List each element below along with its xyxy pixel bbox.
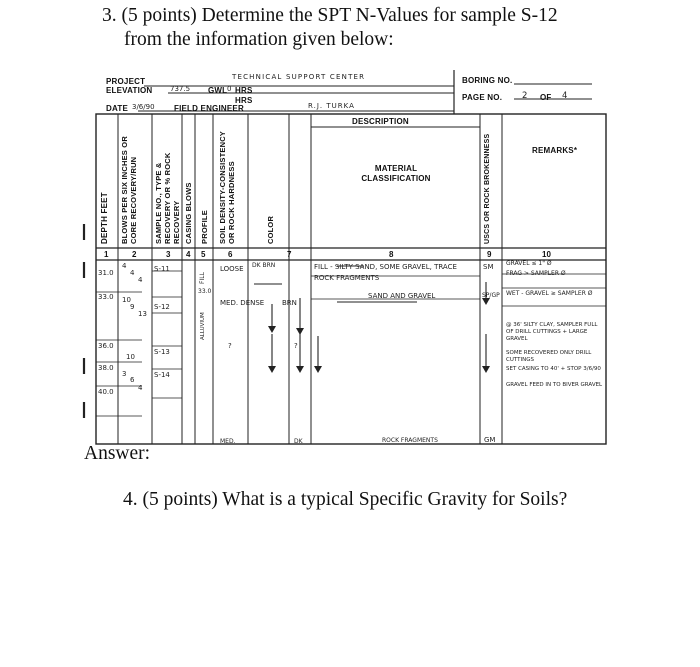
elevation-label: ELEVATION: [106, 86, 153, 95]
blow-count: 4: [138, 276, 143, 284]
density-value: MED.: [220, 438, 236, 445]
profile-note: FILL: [199, 272, 206, 284]
density-value: MED. DENSE: [220, 299, 265, 307]
profile-note: 33.0: [198, 288, 212, 295]
blow-count: 9: [130, 303, 135, 311]
hrs-label-1: HRS: [235, 86, 253, 95]
project-value: TECHNICAL SUPPORT CENTER: [232, 73, 366, 81]
column-number: 1: [104, 250, 109, 259]
depth-value: 33.0: [98, 293, 114, 301]
question-3-line-1: 3. (5 points) Determine the SPT N-Values for sample S-12: [102, 5, 558, 26]
column-color-heading: COLOR: [266, 215, 275, 244]
sample-id: S-12: [154, 303, 170, 311]
gwl-value: 0: [227, 85, 232, 93]
uscs-value: SP/GP: [482, 292, 500, 299]
remark: SOME RECOVERED ONLY DRILL CUTTINGS: [506, 350, 592, 363]
boring-no-label: BORING NO.: [462, 76, 513, 85]
blow-count: 3: [122, 370, 127, 378]
blow-count: 10: [126, 353, 135, 361]
column-number: 10: [542, 250, 551, 259]
date-label: DATE: [106, 104, 128, 113]
column-depth-heading: DEPTH FEET: [100, 192, 109, 244]
blow-count: 6: [130, 376, 135, 384]
field-engineer-value: R.J. TURKA: [308, 102, 355, 110]
field-engineer-label: FIELD ENGINEER: [174, 104, 244, 113]
material-description: FILL - SILTY SAND, SOME GRAVEL, TRACE ROCK FRAGMENTS: [314, 263, 457, 282]
column-profile-heading: PROFILE: [200, 210, 209, 244]
blow-count: 10: [122, 296, 131, 304]
sample-id: S-11: [154, 265, 170, 273]
density-value: ?: [228, 342, 232, 350]
sample-id: S-13: [154, 348, 170, 356]
remark: GRAVEL ≤ 1" Ø: [506, 260, 552, 267]
column-density-heading: SOIL DENSITY-CONSISTENCY OR ROCK HARDNESS: [218, 131, 236, 244]
of-value: 4: [562, 91, 568, 101]
column-number: 5: [201, 250, 206, 259]
blow-count: 4: [130, 269, 135, 277]
remark: GRAVEL FEED IN TO BIVER GRAVEL: [506, 382, 603, 388]
depth-value: 31.0: [98, 269, 114, 277]
depth-value: 38.0: [98, 364, 114, 372]
color-value: DK: [294, 438, 303, 445]
date-value: 3/6/90: [132, 103, 155, 111]
column-sample-heading: SAMPLE NO., TYPE & RECOVERY OR % ROCK RECOVERY: [154, 152, 181, 244]
page-no-label: PAGE NO.: [462, 93, 503, 102]
uscs-value: GM: [484, 436, 496, 444]
remark: WET - GRAVEL ≥ SAMPLER Ø: [506, 290, 593, 297]
profile-note: ALLUVIUM: [200, 312, 206, 340]
material-description: ROCK FRAGMENTS: [382, 437, 438, 444]
blow-count: 4: [122, 262, 127, 270]
remark: SET CASING TO 40' + STOP 3/6/90: [506, 366, 601, 372]
column-uscs-heading: USCS OR ROCK BROKENNESS: [484, 133, 491, 244]
column-material-heading: MATERIAL CLASSIFICATION: [361, 164, 431, 183]
blow-count: 13: [138, 310, 147, 318]
column-blows-heading: BLOWS PER SIX INCHES OR CORE RECOVERY/RUN: [120, 136, 138, 244]
remark: FRAG > SAMPLER Ø: [506, 270, 566, 277]
color-value: DK BRN: [252, 262, 276, 269]
density-value: LOOSE: [220, 265, 244, 273]
column-casing-heading: CASING BLOWS: [184, 182, 193, 244]
question-4: 4. (5 points) What is a typical Specific Gravity for Soils?: [123, 489, 568, 510]
column-number: 8: [389, 250, 394, 259]
sample-id: S-14: [154, 371, 170, 379]
question-3: [102, 4, 558, 52]
column-number: 9: [487, 250, 492, 259]
column-number: 6: [228, 250, 233, 259]
question-3-line-2: from the information given below:: [124, 29, 394, 50]
column-number: 2: [132, 250, 137, 259]
material-description: SAND AND GRAVEL: [368, 292, 436, 300]
depth-value: 36.0: [98, 342, 114, 350]
page-no-value: 2: [522, 91, 528, 101]
hrs-label-2: HRS: [235, 96, 253, 105]
boring-log-scan: [82, 66, 610, 450]
column-number: 3: [166, 250, 171, 259]
blow-count: 4: [138, 384, 143, 392]
uscs-value: SM: [483, 263, 494, 271]
column-remarks-heading: REMARKS*: [532, 146, 578, 155]
column-number: 4: [186, 250, 191, 259]
project-label: PROJECT: [106, 77, 146, 86]
of-label: OF: [540, 93, 552, 102]
remark: @ 36' SILTY CLAY, SAMPLER FULL OF DRILL CUTTINGS + LARGE GRAVEL: [506, 322, 598, 342]
answer-label: Answer:: [84, 443, 151, 464]
boring-log-grid: [82, 66, 610, 450]
column-number: 7: [287, 250, 292, 259]
gwl-label: GWL: [208, 86, 228, 95]
color-value: ?: [294, 342, 298, 350]
depth-value: 40.0: [98, 388, 114, 396]
elevation-value: 737.5: [170, 85, 191, 93]
column-description-heading: DESCRIPTION: [352, 117, 409, 126]
color-value: BRN: [282, 299, 297, 307]
